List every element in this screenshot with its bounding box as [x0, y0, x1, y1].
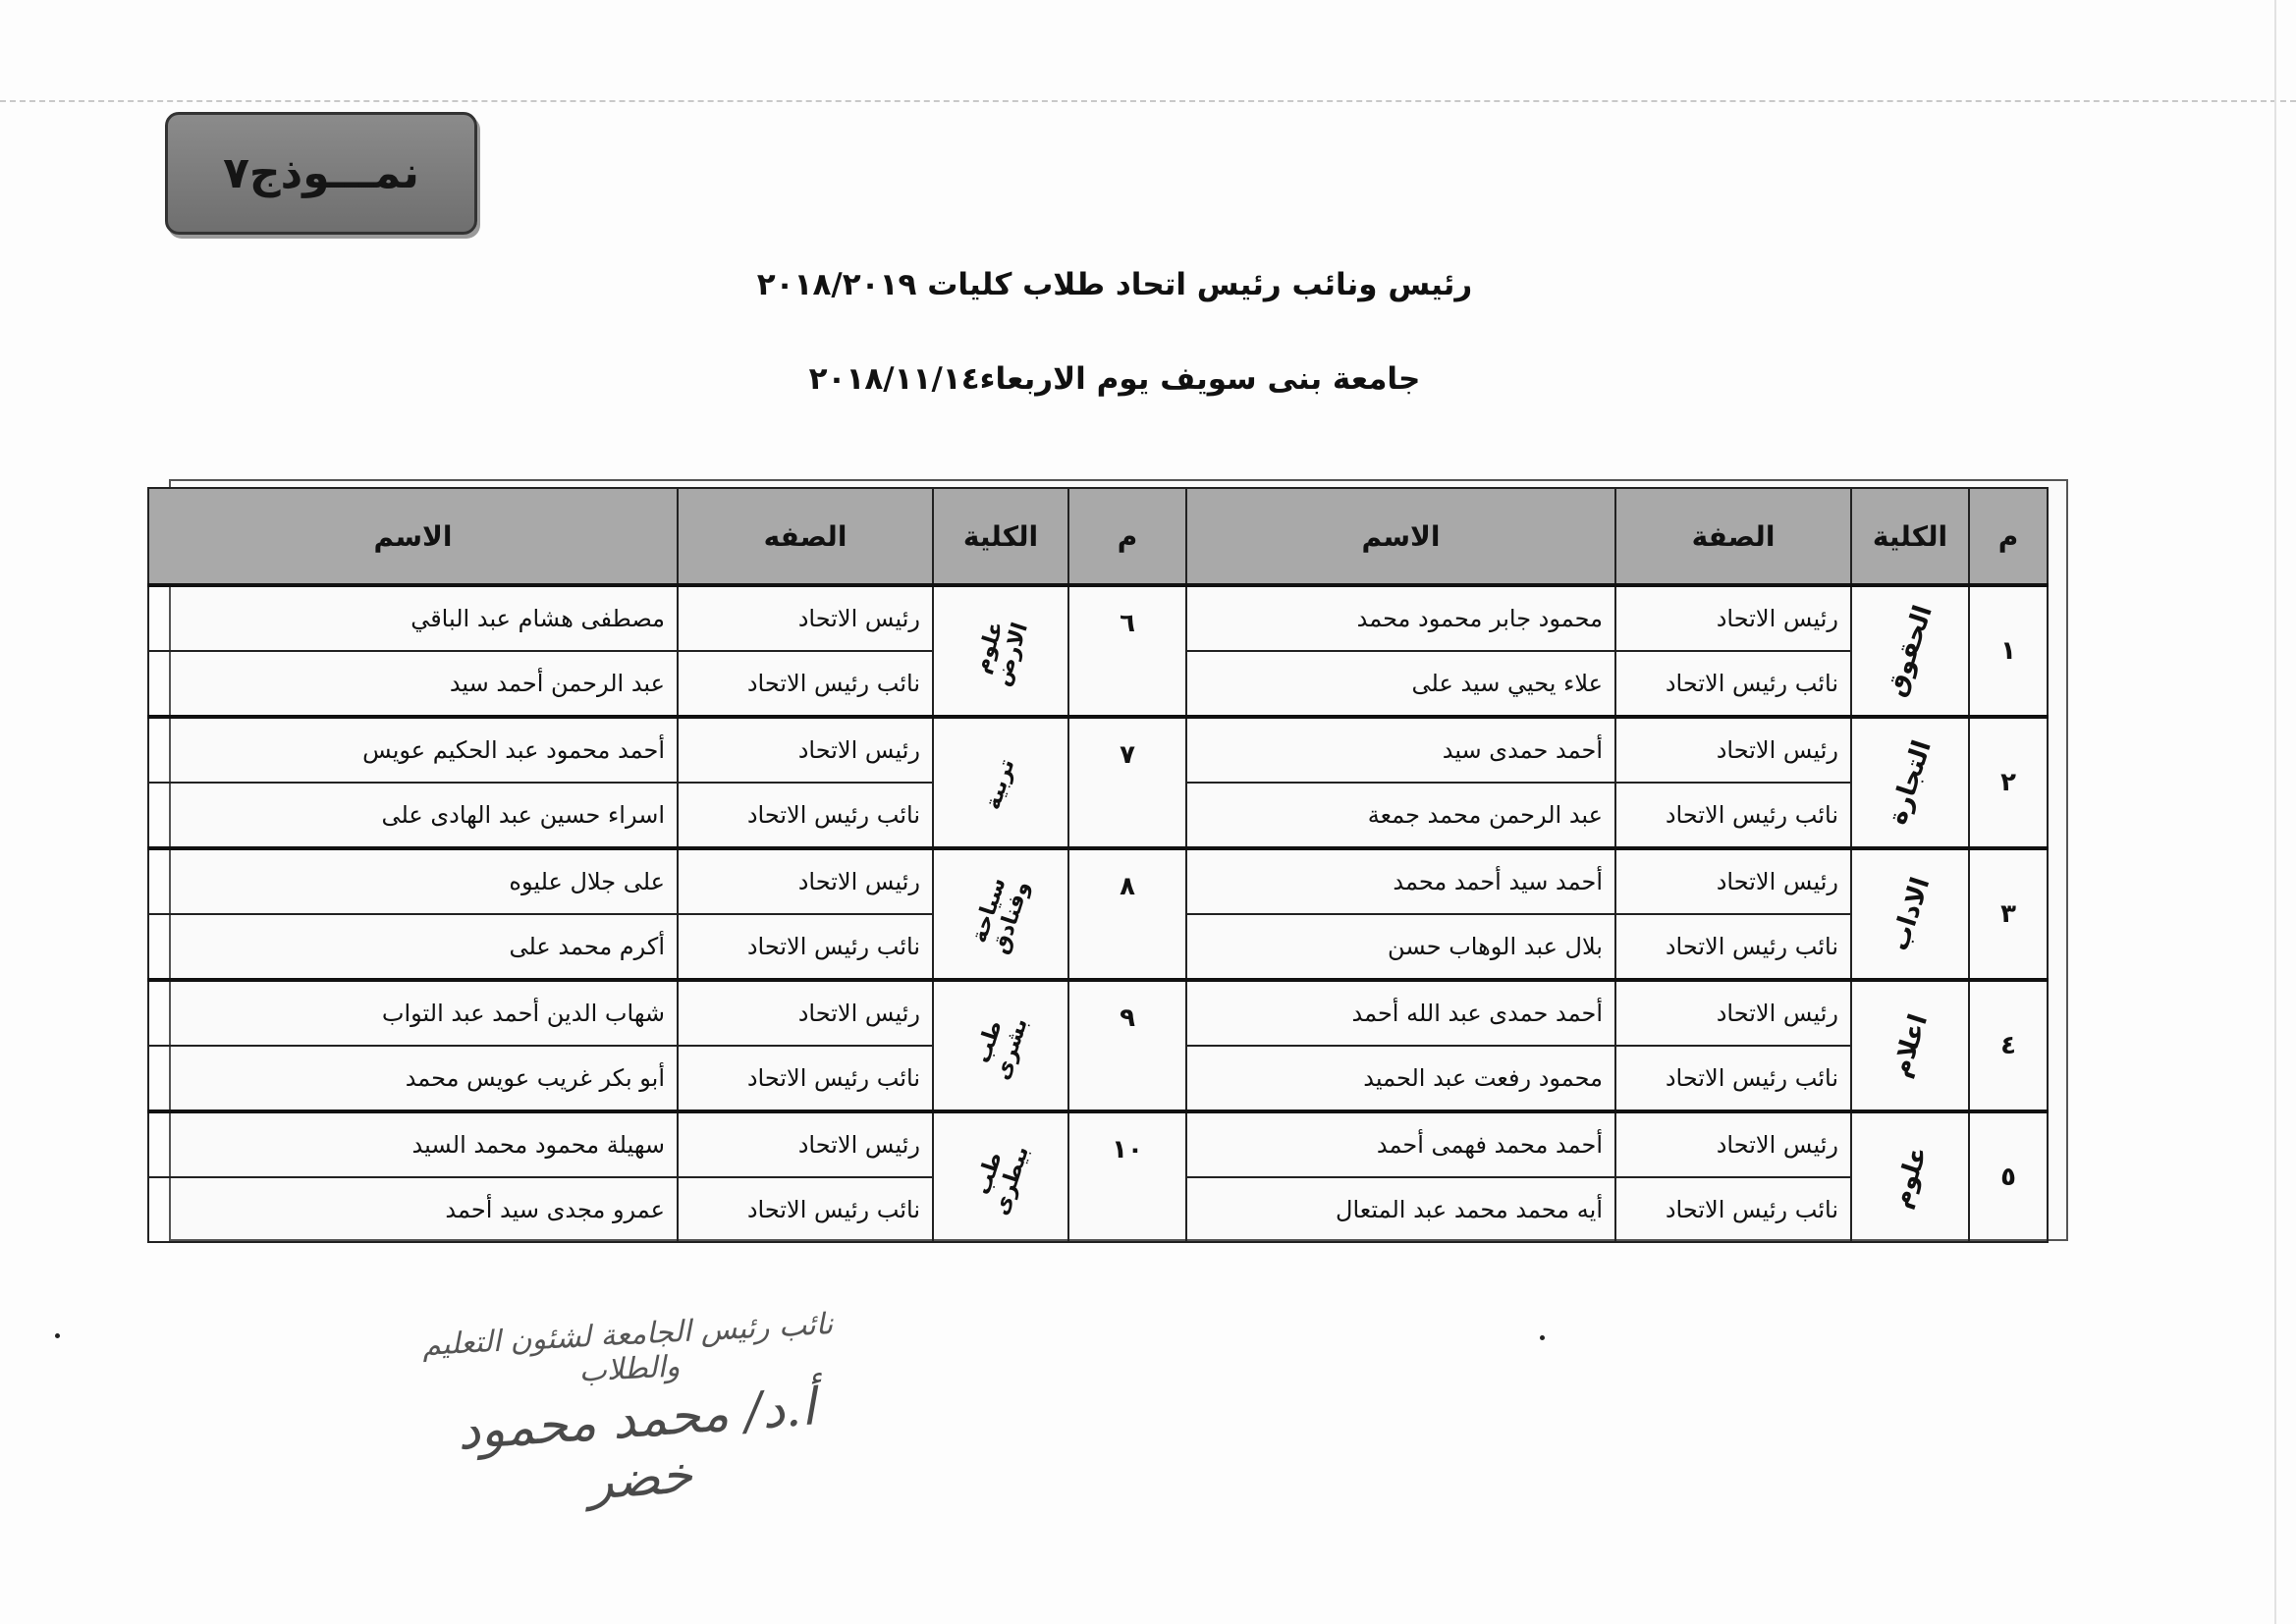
- row-number-2: ٦: [1068, 585, 1186, 717]
- form-number-stamp: [165, 112, 477, 235]
- college-cell: [1851, 848, 1969, 980]
- role-cell: رئيس الاتحاد: [1615, 848, 1851, 914]
- results-table-container: [147, 487, 2047, 1249]
- header-name-2: الاسم: [148, 488, 678, 585]
- name-cell-2: شهاب الدين أحمد عبد التواب: [148, 980, 678, 1046]
- header-num: م: [1969, 488, 2048, 585]
- row-number: ١: [1969, 585, 2048, 717]
- role-cell-2: رئيس الاتحاد: [678, 848, 933, 914]
- results-table: [147, 487, 2049, 1243]
- name-cell: بلال عبد الوهاب حسن: [1186, 914, 1615, 980]
- name-cell-2: أكرم محمد على: [148, 914, 678, 980]
- row-number: ٤: [1969, 980, 2048, 1111]
- scan-fold-line: [0, 100, 2296, 102]
- handwritten-signature: [412, 1296, 864, 1512]
- role-cell: نائب رئيس الاتحاد: [1615, 1177, 1851, 1242]
- role-cell-2: رئيس الاتحاد: [678, 1111, 933, 1177]
- header-college-2: الكلية: [933, 488, 1068, 585]
- name-cell-2: أبو بكر غريب عويس محمد: [148, 1046, 678, 1111]
- header-num-2: م: [1068, 488, 1186, 585]
- role-cell: نائب رئيس الاتحاد: [1615, 1046, 1851, 1111]
- signature-name: أ.د/ محمد محمود خضر: [455, 1378, 818, 1512]
- college-cell: [1851, 717, 1969, 848]
- college-cell-2: [933, 980, 1068, 1111]
- college-name: اعلام: [1886, 1010, 1935, 1081]
- role-cell: نائب رئيس الاتحاد: [1615, 783, 1851, 848]
- college-name-2: طب بيطرى: [970, 1143, 1035, 1218]
- row-number-2: ٧: [1068, 717, 1186, 848]
- role-cell: رئيس الاتحاد: [1615, 585, 1851, 651]
- name-cell: محمود جابر محمود محمد: [1186, 585, 1615, 651]
- name-cell: أيه محمد محمد عبد المتعال: [1186, 1177, 1615, 1242]
- name-cell-2: عمرو مجدى سيد أحمد: [148, 1177, 678, 1242]
- header-name: الاسم: [1186, 488, 1615, 585]
- name-cell: محمود رفعت عبد الحميد: [1186, 1046, 1615, 1111]
- table-row: [148, 717, 2048, 783]
- role-cell-2: نائب رئيس الاتحاد: [678, 783, 933, 848]
- name-cell: أحمد سيد أحمد محمد: [1186, 848, 1615, 914]
- college-name: التجارة: [1883, 736, 1938, 829]
- college-name-2: طب بشرى: [970, 1015, 1033, 1084]
- college-cell-2: [933, 717, 1068, 848]
- college-name-2: سياحة وفنادق: [966, 874, 1035, 957]
- role-cell: نائب رئيس الاتحاد: [1615, 651, 1851, 717]
- page-edge: [2274, 0, 2296, 1624]
- row-number: ٣: [1969, 848, 2048, 980]
- college-cell-2: [933, 848, 1068, 980]
- college-cell-2: [933, 585, 1068, 717]
- role-cell-2: نائب رئيس الاتحاد: [678, 914, 933, 980]
- name-cell-2: على جلال عليوه: [148, 848, 678, 914]
- name-cell: أحمد محمد فهمى أحمد: [1186, 1111, 1615, 1177]
- name-cell-2: سهيلة محمود محمد السيد: [148, 1111, 678, 1177]
- role-cell: رئيس الاتحاد: [1615, 980, 1851, 1046]
- role-cell-2: نائب رئيس الاتحاد: [678, 651, 933, 717]
- row-number-2: ٩: [1068, 980, 1186, 1111]
- college-cell: [1851, 980, 1969, 1111]
- name-cell-2: اسراء حسين عبد الهادى على: [148, 783, 678, 848]
- document-subtitle: جامعة بنى سويف يوم الاربعاء٢٠١٨/١١/١٤: [808, 361, 1421, 397]
- table-row: [148, 1111, 2048, 1177]
- college-name: الحقوق: [1881, 601, 1940, 701]
- role-cell-2: نائب رئيس الاتحاد: [678, 1177, 933, 1242]
- document-title: رئيس ونائب رئيس اتحاد طلاب كليات ٢٠١٨/٢٠١٩: [756, 267, 1473, 302]
- name-cell: علاء يحيي سيد على: [1186, 651, 1615, 717]
- role-cell-2: رئيس الاتحاد: [678, 980, 933, 1046]
- college-cell: [1851, 585, 1969, 717]
- header-college: الكلية: [1851, 488, 1969, 585]
- scan-speck: [1540, 1335, 1545, 1340]
- form-number-label: نمـــوذج٧: [223, 148, 419, 198]
- college-name-2: تربية: [980, 756, 1020, 813]
- row-number: ٢: [1969, 717, 2048, 848]
- name-cell: عبد الرحمن محمد جمعة: [1186, 783, 1615, 848]
- header-role: الصفة: [1615, 488, 1851, 585]
- college-name: الاداب: [1884, 873, 1937, 955]
- role-cell-2: رئيس الاتحاد: [678, 585, 933, 651]
- role-cell: نائب رئيس الاتحاد: [1615, 914, 1851, 980]
- name-cell-2: مصطفى هشام عبد الباقي: [148, 585, 678, 651]
- college-name: علوم: [1886, 1143, 1935, 1212]
- signature-title: نائب رئيس الجامعة لشئون التعليم والطلاب: [421, 1307, 835, 1389]
- role-cell-2: نائب رئيس الاتحاد: [678, 1046, 933, 1111]
- role-cell: رئيس الاتحاد: [1615, 717, 1851, 783]
- scan-speck: [55, 1333, 60, 1338]
- name-cell-2: عبد الرحمن أحمد سيد: [148, 651, 678, 717]
- name-cell-2: أحمد محمود عبد الحكيم عويس: [148, 717, 678, 783]
- table-row: [148, 585, 2048, 651]
- name-cell: أحمد حمدى سيد: [1186, 717, 1615, 783]
- header-role-2: الصفه: [678, 488, 933, 585]
- row-number-2: ١٠: [1068, 1111, 1186, 1242]
- row-number: ٥: [1969, 1111, 2048, 1242]
- college-cell: [1851, 1111, 1969, 1242]
- row-number-2: ٨: [1068, 848, 1186, 980]
- table-row: [148, 980, 2048, 1046]
- table-header-row: [148, 488, 2048, 585]
- role-cell: رئيس الاتحاد: [1615, 1111, 1851, 1177]
- college-name-2: علوم الارض: [968, 618, 1034, 689]
- role-cell-2: رئيس الاتحاد: [678, 717, 933, 783]
- college-cell-2: [933, 1111, 1068, 1242]
- name-cell: أحمد حمدى عبد الله أحمد: [1186, 980, 1615, 1046]
- table-row: [148, 848, 2048, 914]
